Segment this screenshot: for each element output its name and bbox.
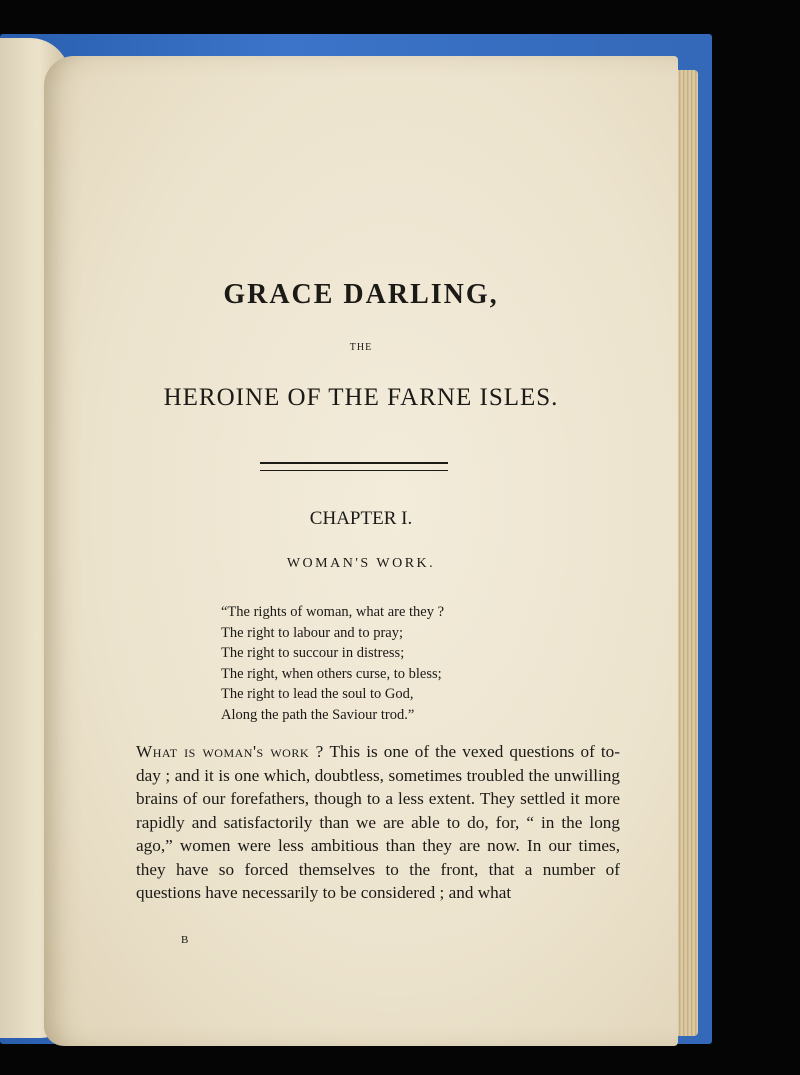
book-subtitle: HEROINE OF THE FARNE ISLES.	[163, 384, 559, 411]
body-lead: What is woman's work ?	[136, 742, 324, 761]
decorative-rule	[260, 462, 448, 471]
chapter-heading: CHAPTER I.	[309, 508, 413, 529]
signature-mark: B	[181, 934, 189, 946]
poem-line: The right to succour in distress;	[221, 645, 405, 661]
book-page	[44, 56, 678, 1046]
title-connector: THE	[349, 342, 373, 353]
poem-line: Along the path the Saviour trod.”	[221, 706, 415, 723]
body-paragraph	[136, 740, 620, 905]
body-text: This is one of the vexed questions of to-day ; and it is one which, doubtless, sometimes troubled the unwilling brains of our forefathers, though to a less extent. They settled it more rapidly and satisfactorily than we are able to do, for, “ in the long ago,” women were less ambitious than they are now. In our times, they have so forced themselves to the front, that a number of questions have necessarily to be considered ; and what	[136, 742, 620, 902]
chapter-title: WOMAN'S WORK.	[286, 556, 436, 571]
book-title: GRACE DARLING,	[223, 279, 499, 310]
epigraph-poem	[221, 602, 444, 725]
poem-line: The right, when others curse, to bless;	[221, 665, 442, 682]
poem-line: “The rights of woman, what are they ?	[221, 604, 445, 620]
poem-line: The right to labour and to pray;	[221, 624, 404, 641]
poem-line: The right to lead the soul to God,	[221, 686, 414, 702]
